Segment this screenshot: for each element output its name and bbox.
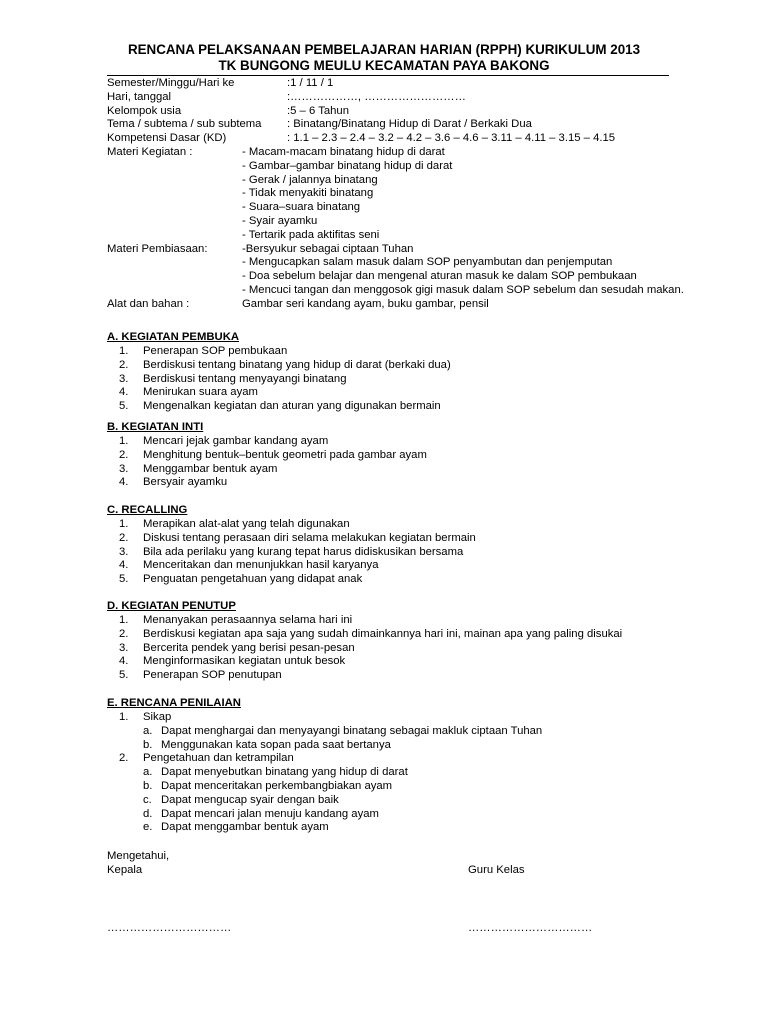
list-subitem: [107, 725, 707, 739]
item-text: Penguatan pengetahuan yang didapat anak: [143, 573, 363, 586]
info-semester: [107, 77, 707, 91]
section-title: C. RECALLING: [107, 504, 188, 516]
info-label: Semester/Minggu/Hari ke: [107, 77, 235, 89]
item-letter: d.: [143, 807, 153, 820]
signature-kepala-line: ……………………………: [107, 922, 232, 934]
list-item: [107, 614, 707, 628]
item-number: 5.: [119, 400, 129, 413]
list-item: [107, 628, 707, 642]
section-title: A. KEGIATAN PEMBUKA: [107, 331, 240, 343]
list-subitem: [107, 794, 707, 808]
signature-guru-label: Guru Kelas: [468, 864, 525, 876]
info-competency: [107, 132, 707, 146]
info-date: [107, 91, 707, 105]
alat-bahan-label: Alat dan bahan :: [107, 297, 190, 310]
section-title: D. KEGIATAN PENUTUP: [107, 600, 236, 612]
item-text: Menggambar bentuk ayam: [143, 462, 278, 475]
list-item: [107, 359, 707, 373]
item-text: Bila ada perilaku yang kurang tepat harus didiskusikan bersama: [143, 545, 464, 558]
item-text: Bersyair ayamku: [143, 476, 228, 489]
info-age-group: [107, 105, 707, 119]
item-letter: a.: [143, 724, 153, 737]
item-text: Berdiskusi kegiatan apa saja yang sudah dimainkannya hari ini, mainan apa yang paling disukai: [143, 627, 623, 640]
materi-kegiatan-item: - Macam-macam binatang hidup di darat: [242, 145, 445, 158]
item-number: 3.: [119, 462, 129, 475]
list-subitem: [107, 739, 707, 753]
list-item: [107, 449, 707, 463]
list-item: [107, 345, 707, 359]
list-item: [107, 573, 707, 587]
list-item: [107, 435, 707, 449]
school-name: TK BUNGONG MEULU KECAMATAN PAYA BAKONG: [218, 58, 550, 73]
materi-kegiatan-item: - Suara–suara binatang: [242, 201, 361, 214]
item-number: 2.: [119, 627, 129, 640]
list-item: [107, 463, 707, 477]
list-subitem: [107, 808, 707, 822]
list-item: [107, 669, 707, 683]
item-number: 1.: [119, 711, 129, 723]
item-number: 2.: [119, 531, 129, 544]
item-text: Berdiskusi tentang menyayangi binatang: [143, 372, 347, 385]
item-letter: c.: [143, 793, 152, 806]
item-text: Dapat menceritakan perkembangbiakan ayam: [161, 779, 393, 792]
materi-kegiatan-item: - Tidak menyakiti binatang: [242, 187, 374, 200]
signature-guru-line: ……………………………: [468, 922, 593, 934]
item-text: Penerapan SOP penutupan: [143, 669, 282, 682]
materi-kegiatan-row: [107, 146, 707, 160]
alat-bahan-row: [107, 298, 707, 312]
materi-pembiasaan-row: [107, 284, 707, 298]
section-kegiatan-penutup: [107, 600, 707, 683]
info-value: :5 – 6 Tahun: [287, 104, 349, 117]
item-number: 3.: [119, 641, 129, 654]
item-number: 4.: [119, 559, 129, 572]
item-number: 1.: [119, 518, 129, 530]
item-number: 4.: [119, 655, 129, 668]
item-text: Menginformasikan kegiatan untuk besok: [143, 655, 346, 668]
section-title: B. KEGIATAN INTI: [107, 421, 204, 433]
materi-pembiasaan-row: [107, 243, 707, 257]
materi-kegiatan-item: - Tertarik pada aktifitas seni: [242, 228, 380, 241]
materi-pembiasaan-label: Materi Pembiasaan:: [107, 242, 208, 255]
item-text: Menceritakan dan menunjukkan hasil karyanya: [143, 559, 379, 572]
materi-pembiasaan-item: -Bersyukur sebagai ciptaan Tuhan: [242, 242, 414, 255]
materi-pembiasaan-row: [107, 270, 707, 284]
list-item: [107, 642, 707, 656]
item-number: 3.: [119, 372, 129, 385]
item-text: Mencari jejak gambar kandang ayam: [143, 435, 329, 447]
list-item: [107, 532, 707, 546]
item-text: Dapat mengucap syair dengan baik: [161, 793, 339, 806]
item-text: Merapikan alat-alat yang telah digunakan: [143, 518, 350, 530]
materi-kegiatan-item: - Gerak / jalannya binatang: [242, 173, 378, 186]
item-letter: e.: [143, 821, 153, 834]
list-subitem: [107, 780, 707, 794]
item-number: 1.: [119, 345, 129, 357]
item-letter: b.: [143, 779, 153, 792]
list-item: [107, 711, 707, 725]
section-title: E. RENCANA PENILAIAN: [107, 697, 241, 709]
materi-kegiatan-item: - Gambar–gambar binatang hidup di darat: [242, 159, 453, 172]
materi-pembiasaan-item: - Doa sebelum belajar dan mengenal aturan masuk ke dalam SOP pembukaan: [242, 270, 637, 283]
materi-kegiatan-item: - Syair ayamku: [242, 214, 318, 227]
materi-kegiatan-row: [107, 187, 707, 201]
item-number: 1.: [119, 435, 129, 447]
materi-pembiasaan-item: - Mencuci tangan dan menggosok gigi masuk dalam SOP sebelum dan sesudah makan.: [242, 283, 684, 296]
item-text: Dapat mencari jalan menuju kandang ayam: [161, 807, 379, 820]
materi-pembiasaan-item: - Mengucapkan salam masuk dalam SOP penyambutan dan penjemputan: [242, 256, 613, 269]
item-text: Dapat menghargai dan menyayangi binatang sebagai makluk ciptaan Tuhan: [161, 724, 543, 737]
list-item: [107, 386, 707, 400]
item-text: Berdiskusi tentang binatang yang hidup di darat (berkaki dua): [143, 358, 451, 371]
materi-pembiasaan-row: [107, 256, 707, 270]
item-number: 2.: [119, 752, 129, 765]
item-text: Bercerita pendek yang berisi pesan-pesan: [143, 641, 355, 654]
materi-kegiatan-row: [107, 174, 707, 188]
item-text: Pengetahuan dan ketrampilan: [143, 752, 294, 765]
info-value: :1 / 11 / 1: [287, 77, 334, 89]
item-text: Diskusi tentang perasaan diri selama melakukan kegiatan bermain: [143, 531, 476, 544]
info-value: : Binatang/Binatang Hidup di Darat / Berkaki Dua: [287, 118, 532, 131]
info-block: [107, 77, 707, 312]
section-rencana-penilaian: [107, 697, 707, 835]
info-theme: [107, 118, 707, 132]
list-subitem: [107, 821, 707, 835]
materi-kegiatan-row: [107, 215, 707, 229]
item-number: 4.: [119, 476, 129, 489]
item-text: Mengenalkan kegiatan dan aturan yang digunakan bermain: [143, 400, 441, 413]
materi-kegiatan-row: [107, 229, 707, 243]
item-number: 1.: [119, 614, 129, 626]
list-subitem: [107, 766, 707, 780]
title-divider: [107, 75, 669, 76]
info-value: :………………, ………………………: [287, 90, 466, 103]
signature-kepala-label: Kepala: [107, 864, 143, 876]
materi-kegiatan-row: [107, 201, 707, 215]
section-kegiatan-inti: [107, 421, 707, 490]
list-item: [107, 546, 707, 560]
item-text: Sikap: [143, 711, 172, 723]
info-label: Kompetensi Dasar (KD): [107, 132, 227, 145]
item-number: 4.: [119, 386, 129, 399]
info-value: : 1.1 – 2.3 – 2.4 – 3.2 – 4.2 – 3.6 – 4.6 – 3.11 – 4.11 – 3.15 – 4.15: [287, 132, 616, 145]
list-item: [107, 476, 707, 490]
item-text: Dapat menggambar bentuk ayam: [161, 821, 329, 834]
item-number: 5.: [119, 669, 129, 682]
list-item: [107, 518, 707, 532]
document-title: RENCANA PELAKSANAAN PEMBELAJARAN HARIAN (RPPH) KURIKULUM 2013: [127, 42, 641, 57]
list-item: [107, 373, 707, 387]
item-number: 5.: [119, 573, 129, 586]
list-item: [107, 752, 707, 766]
materi-kegiatan-row: [107, 160, 707, 174]
item-text: Menanyakan perasaannya selama hari ini: [143, 614, 353, 626]
signature-mengetahui: Mengetahui,: [107, 850, 170, 862]
item-number: 3.: [119, 545, 129, 558]
materi-kegiatan-label: Materi Kegiatan :: [107, 145, 193, 158]
list-item: [107, 655, 707, 669]
item-letter: b.: [143, 738, 153, 751]
alat-bahan-value: Gambar seri kandang ayam, buku gambar, pensil: [242, 297, 489, 310]
info-label: Kelompok usia: [107, 104, 182, 117]
item-text: Menggunakan kata sopan pada saat bertanya: [161, 738, 391, 751]
item-number: 2.: [119, 448, 129, 461]
info-label: Hari, tanggal: [107, 90, 172, 103]
item-letter: a.: [143, 766, 153, 779]
list-item: [107, 559, 707, 573]
info-label: Tema / subtema / sub subtema: [107, 118, 262, 131]
item-number: 2.: [119, 358, 129, 371]
item-text: Dapat menyebutkan binatang yang hidup di darat: [161, 766, 408, 779]
item-text: Menirukan suara ayam: [143, 386, 258, 399]
item-text: Menghitung bentuk–bentuk geometri pada gambar ayam: [143, 448, 427, 461]
list-item: [107, 400, 707, 414]
section-recalling: [107, 504, 707, 587]
section-kegiatan-pembuka: [107, 331, 707, 414]
item-text: Penerapan SOP pembukaan: [143, 345, 288, 357]
